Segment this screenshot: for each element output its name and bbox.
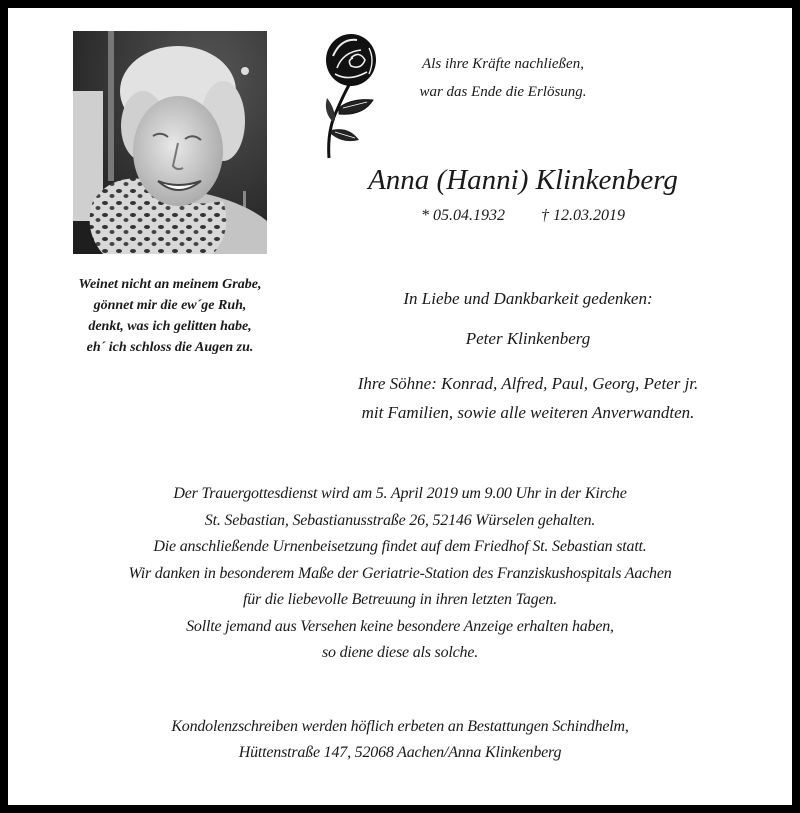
notice-line: für die liebevolle Betreuung in ihren letzten Tagen.	[243, 591, 557, 608]
motto-line: war das Ende die Erlösung.	[419, 84, 587, 100]
portrait-photo	[73, 31, 267, 254]
mourner-husband: Peter Klinkenberg	[465, 329, 591, 348]
poem-line: denkt, was ich gelitten habe,	[88, 319, 252, 334]
notice-line: Sollte jemand aus Versehen keine besondere Anzeige erhalten haben,	[186, 617, 614, 635]
family-line: Ihre Söhne: Konrad, Alfred, Paul, Georg, Peter jr.	[357, 374, 699, 393]
motto-line: Als ihre Kräfte nachließen,	[422, 56, 584, 72]
death-date: † 12.03.2019	[541, 207, 625, 224]
notice-line: Der Trauergottesdienst wird am 5. April 2019 um 9.00 Uhr in der Kirche	[173, 485, 627, 502]
family-line: mit Familien, sowie alle weiteren Anverwandten.	[361, 403, 695, 422]
portrait-image-icon	[73, 31, 267, 254]
obituary-card	[8, 8, 792, 805]
birth-date: * 05.04.1932	[421, 207, 505, 224]
deceased-name: Anna (Hanni) Klinkenberg	[368, 164, 678, 196]
life-dates	[318, 204, 728, 228]
service-notice	[48, 481, 752, 667]
poem-line: eh´ ich schloss die Augen zu.	[86, 340, 254, 355]
poem-line: gönnet mir die ew´ge Ruh,	[93, 298, 247, 313]
remembrance-heading: In Liebe und Dankbarkeit gedenken:	[403, 289, 653, 308]
condolence-address	[48, 714, 752, 766]
motto	[393, 50, 613, 106]
rose-icon	[321, 30, 381, 160]
notice-line: Wir danken in besonderem Maße der Geriatrie-Station des Franziskushospitals Aachen	[128, 564, 672, 582]
notice-line: St. Sebastian, Sebastianusstraße 26, 52146 Würselen gehalten.	[204, 511, 596, 529]
mourner-family	[298, 369, 758, 427]
condolence-line: Kondolenzschreiben werden höflich erbeten an Bestattungen Schindhelm,	[171, 718, 629, 735]
notice-line: Die anschließende Urnenbeisetzung findet auf dem Friedhof St. Sebastian statt.	[153, 538, 647, 555]
left-poem	[38, 274, 302, 358]
poem-line: Weinet nicht an meinem Grabe,	[78, 277, 262, 292]
notice-line: so diene diese als solche.	[321, 644, 479, 661]
condolence-line: Hüttenstraße 147, 52068 Aachen/Anna Klinkenberg	[238, 744, 562, 761]
